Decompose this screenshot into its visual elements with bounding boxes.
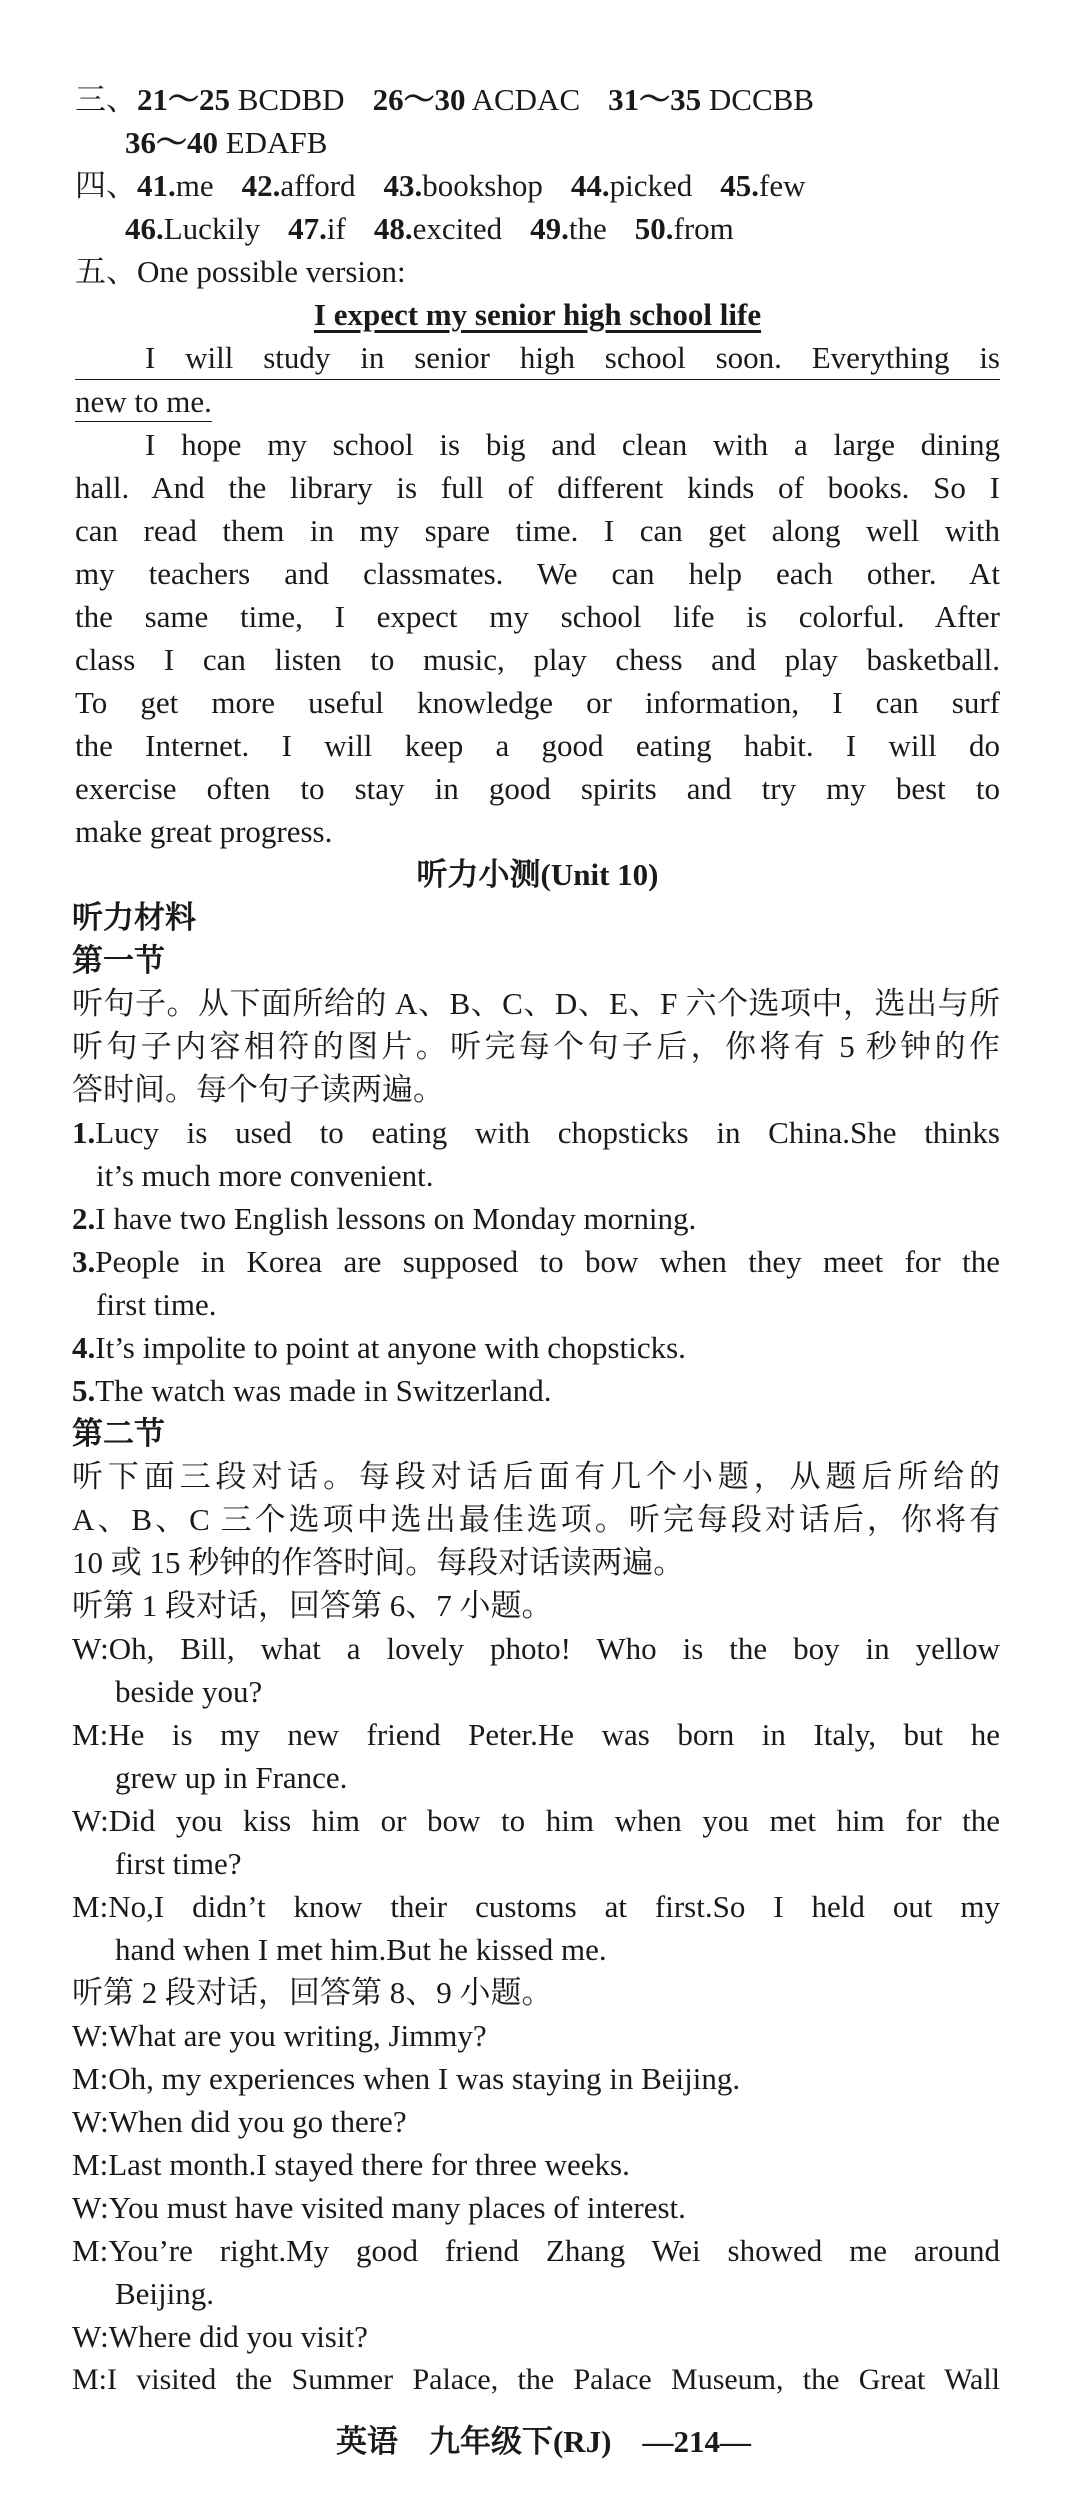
listening-heading: 听力小测(Unit 10) <box>416 857 659 892</box>
dialogue-line: M:No,I didn’t know their customs at first.So I held out my hand when I met him.But he kissed me. <box>72 1889 1000 1967</box>
answer-row-46-50: 46.Luckily 47.if 48.excited 49.the 50.from <box>125 211 734 246</box>
dialogue-2 <box>72 2014 1000 2401</box>
dialogue-line: M:Oh, my experiences when I was staying in Beijing. <box>72 2061 741 2096</box>
section-1-label: 第一节 <box>72 943 165 978</box>
section-2-label: 第二节 <box>72 1416 165 1451</box>
essay-p1-line1: I will study in senior high school soon. Everything is <box>75 336 1000 380</box>
listening-materials-label: 听力材料 <box>72 900 196 935</box>
essay-title: I expect my senior high school life <box>313 297 762 332</box>
dialogue-line: W:What are you writing, Jimmy? <box>72 2018 487 2053</box>
answer-row-41-45: 四、41.me 42.afford 43.bookshop 44.picked 45.few <box>75 168 806 203</box>
section-1-instructions: 听句子。从下面所给的 A、B、C、D、E、F 六个选项中，选出与所 听句子内容相符的图片。听完每个句子后，你将有 5 秒钟的作 答时间。每个句子读两遍。 <box>72 986 1000 1107</box>
dialogue-line: M:Last month.I stayed there for three weeks. <box>72 2147 630 2182</box>
question-3: 3.People in Korea are supposed to bow when they meet for the first time. <box>72 1244 1000 1322</box>
dialogue-line: W:When did you go there? <box>72 2104 407 2139</box>
essay-p1-line2: new to me. <box>75 380 212 423</box>
dialogue-line: W:Did you kiss him or bow to him when you met him for the first time? <box>72 1803 1000 1881</box>
page-footer: 英语 九年级下(RJ) —214— <box>335 2424 752 2459</box>
dialogue-line: W:Oh, Bill, what a lovely photo! Who is the boy in yellow beside you? <box>72 1631 1000 1709</box>
question-2: 2.I have two English lessons on Monday morning. <box>72 1201 697 1236</box>
section-five-intro: 五、One possible version: <box>75 254 406 289</box>
dialogue-line: M:He is my new friend Peter.He was born in Italy, but he grew up in France. <box>72 1717 1000 1795</box>
section-2-instructions: 听下面三段对话。每段对话后面有几个小题，从题后所给的 A、B、C 三个选项中选出最佳选项。听完每段对话后，你将有 10 或 15 秒钟的作答时间。每段对话读两遍。 <box>72 1459 1000 1580</box>
dialogue-line: W:You must have visited many places of interest. <box>72 2190 686 2225</box>
question-5: 5.The watch was made in Switzerland. <box>72 1373 552 1408</box>
dialogue-line: M:You’re right.My good friend Zhang Wei showed me around Beijing. <box>72 2233 1000 2311</box>
question-1: 1.Lucy is used to eating with chopsticks in China.She thinks it’s much more convenient. <box>72 1115 1000 1193</box>
question-4: 4.It’s impolite to point at anyone with chopsticks. <box>72 1330 686 1365</box>
dialogue-2-intro: 听第 2 段对话，回答第 8、9 小题。 <box>72 1975 553 2010</box>
dialogue-line: W:Where did you visit? <box>72 2319 368 2354</box>
dialogue-1-intro: 听第 1 段对话，回答第 6、7 小题。 <box>72 1588 553 1623</box>
essay-paragraph-2: I hope my school is big and clean with a large dining hall. And the library is full of different kinds of books. So I can read them in my spare time. I can get along well with my teachers and classmates. We can help each other. At the same time, I expect my school life is colorful. After class I can listen to music, play chess and play basketball. To get more useful knowledge or information, I can surf the Internet. I will keep a good eating habit. I will do exercise often to stay in good spirits and try my best to make great progress. <box>75 427 1000 849</box>
answer-row-21-35: 三、21～25 BCDBD 26～30 ACDAC 31～35 DCCBB <box>75 82 814 117</box>
dialogue-line: M:I visited the Summer Palace, the Palace Museum, the Great Wall <box>72 2363 1000 2396</box>
document-page <box>72 78 1000 2401</box>
answer-row-36-40: 36～40 EDAFB <box>125 125 328 160</box>
dialogue-1 <box>72 1627 1000 1971</box>
